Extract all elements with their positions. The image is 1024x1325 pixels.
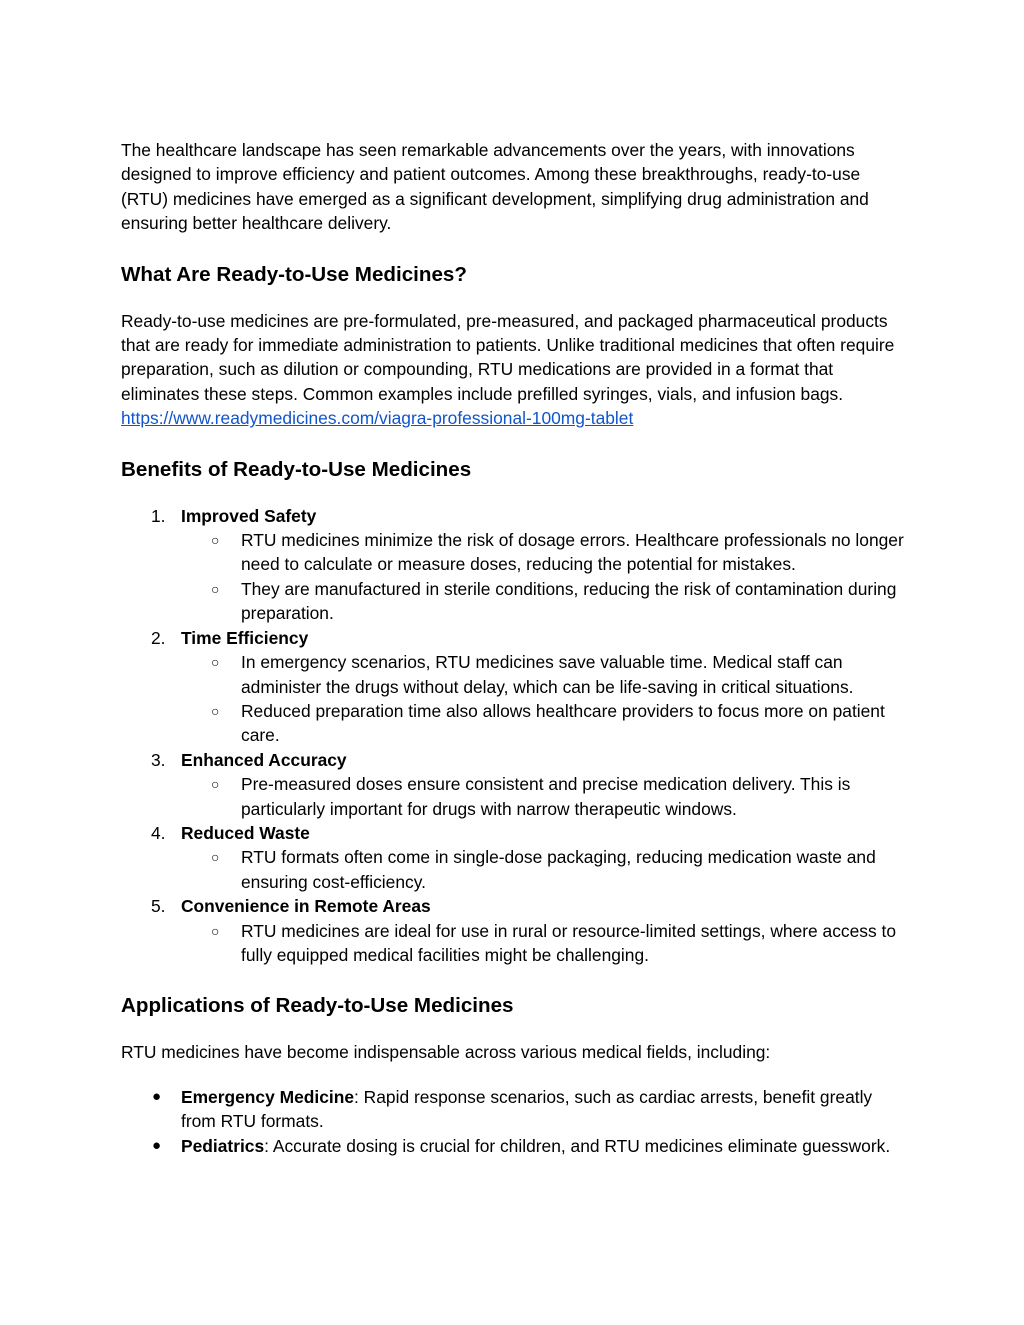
intro-paragraph: The healthcare landscape has seen remarkable advancements over the years, with innovations designed to improve efficiency and patient outcomes. Among these breakthroughs, ready-to-use (RTU) medicines have emerged as a significant development, simplifying drug administration and ensuring better healthcare delivery. — [121, 140, 869, 234]
application-term: Pediatrics — [181, 1135, 265, 1156]
benefit-detail — [181, 699, 911, 748]
benefit-detail — [181, 650, 911, 699]
applications-intro: RTU medicines have become indispensable across various medical fields, including: — [121, 1042, 771, 1063]
circle-bullet-icon: ○ — [211, 849, 220, 866]
application-item — [121, 1134, 911, 1158]
benefit-detail — [181, 528, 911, 577]
circle-bullet-icon: ○ — [211, 776, 220, 793]
circle-bullet-icon: ○ — [211, 922, 220, 939]
benefit-title: Enhanced Accuracy — [181, 749, 347, 770]
list-number: 2. — [151, 627, 166, 648]
circle-bullet-icon: ○ — [211, 702, 220, 719]
section-heading-applications: Applications of Ready-to-Use Medicines — [121, 994, 514, 1018]
benefit-item — [121, 821, 911, 894]
benefit-item — [121, 626, 911, 748]
detail-text: They are manufactured in sterile conditions, reducing the risk of contamination during preparation. — [241, 578, 897, 624]
list-number: 5. — [151, 896, 166, 917]
applications-list — [121, 1085, 911, 1158]
section-heading-what-are: What Are Ready-to-Use Medicines? — [121, 262, 467, 286]
detail-text: RTU formats often come in single-dose packaging, reducing medication waste and ensuring cost-efficiency. — [241, 847, 876, 892]
benefit-details — [181, 919, 911, 968]
section-heading-benefits: Benefits of Ready-to-Use Medicines — [121, 457, 472, 481]
product-link[interactable]: https://www.readymedicines.com/viagra-professional-100mg-tablet — [121, 408, 634, 429]
benefit-detail — [181, 919, 911, 968]
benefit-details — [181, 528, 911, 626]
circle-bullet-icon: ○ — [211, 532, 220, 549]
list-number: 3. — [151, 749, 166, 770]
detail-text: RTU medicines are ideal for use in rural or resource-limited settings, where access to fully equipped medical facilities might be challenging. — [241, 920, 896, 965]
benefit-detail — [181, 845, 911, 894]
bullet-icon: ● — [152, 1136, 162, 1154]
list-number: 1. — [151, 505, 166, 526]
benefit-details — [181, 772, 911, 821]
benefit-title: Time Efficiency — [181, 627, 309, 648]
application-desc: : Accurate dosing is crucial for children, and RTU medicines eliminate guesswork. — [264, 1135, 891, 1156]
detail-text: Pre-measured doses ensure consistent and precise medication delivery. This is particularly important for drugs with narrow therapeutic windows. — [241, 774, 851, 819]
detail-text: RTU medicines minimize the risk of dosage errors. Healthcare professionals no longer need to calculate or measure doses, reducing the potential for mistakes. — [241, 530, 904, 575]
application-item — [121, 1085, 911, 1134]
benefit-title: Improved Safety — [181, 505, 317, 526]
benefit-title: Reduced Waste — [181, 822, 310, 843]
benefit-title: Convenience in Remote Areas — [181, 896, 431, 917]
detail-text: Reduced preparation time also allows healthcare providers to focus more on patient care. — [241, 700, 885, 746]
circle-bullet-icon: ○ — [211, 654, 220, 671]
benefit-details — [181, 650, 911, 748]
application-term: Emergency Medicine — [181, 1086, 355, 1107]
benefit-item — [121, 894, 911, 967]
definition-paragraph — [121, 309, 911, 431]
benefit-item — [121, 504, 911, 626]
detail-text: In emergency scenarios, RTU medicines save valuable time. Medical staff can administer the drugs without delay, which can be life-saving in critical situations. — [241, 652, 854, 697]
benefit-item — [121, 748, 911, 821]
document-page — [121, 138, 911, 1158]
benefit-detail — [181, 772, 911, 821]
benefits-list — [121, 504, 911, 968]
bullet-icon: ● — [152, 1087, 162, 1105]
list-number: 4. — [151, 822, 166, 843]
application-desc: : Rapid response scenarios, such as cardiac arrests, benefit greatly from RTU formats. — [181, 1086, 873, 1132]
circle-bullet-icon: ○ — [211, 580, 220, 597]
benefit-details — [181, 845, 911, 894]
definition-text: Ready-to-use medicines are pre-formulated, pre-measured, and packaged pharmaceutical products that are ready for immediate administration to patients. Unlike traditional medicines that often require preparation, such as dilution or compounding, RTU medications are provided in a format that eliminates these steps. Common examples include prefilled syringes, vials, and infusion bags. — [121, 310, 895, 404]
benefit-detail — [181, 577, 911, 626]
